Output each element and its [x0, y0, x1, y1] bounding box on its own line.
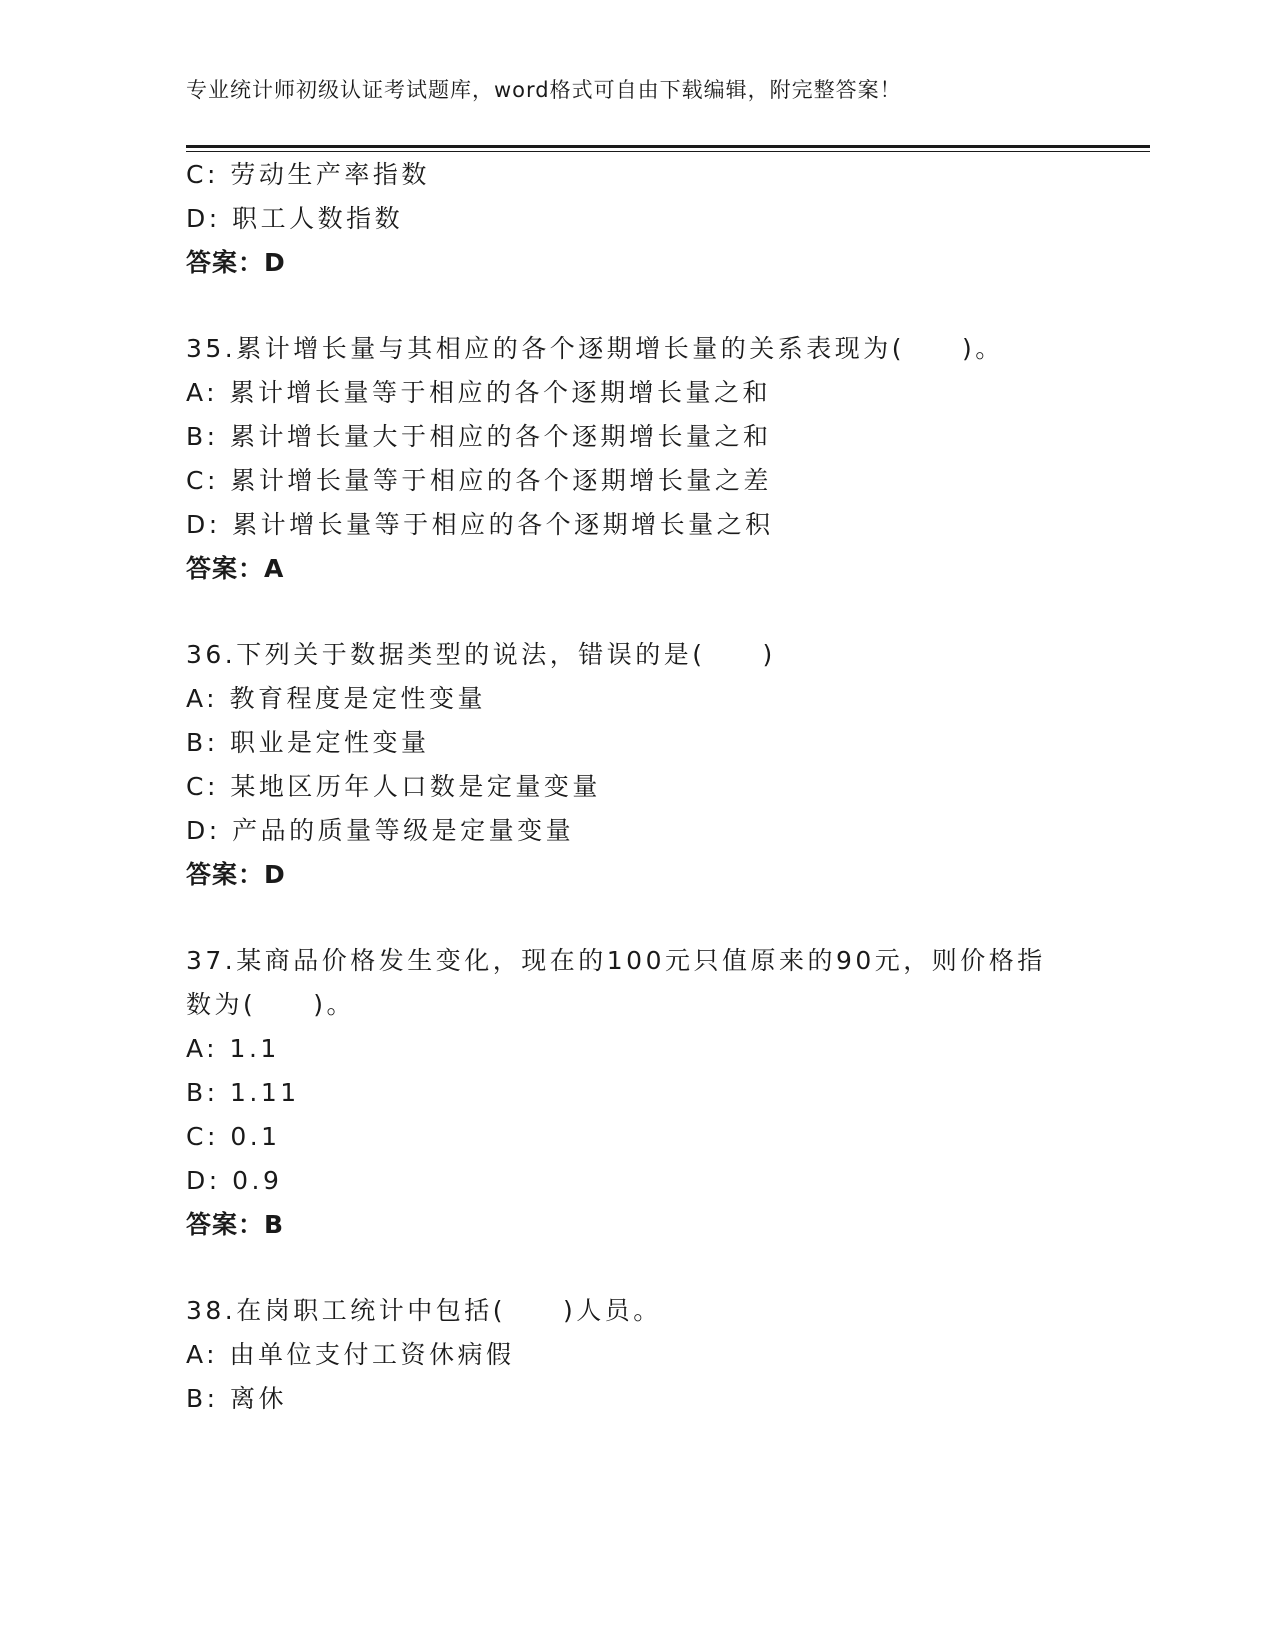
q34-option-c: C: 劳动生产率指数	[186, 160, 430, 189]
q38-option-b: B: 离休	[186, 1384, 288, 1413]
q36-option-b: B: 职业是定性变量	[186, 728, 430, 757]
header-rule-thin	[186, 151, 1150, 152]
page-header: 专业统计师初级认证考试题库，word格式可自由下载编辑，附完整答案！	[186, 78, 902, 102]
q35-option-b: B: 累计增长量大于相应的各个逐期增长量之和	[186, 422, 772, 451]
q34-option-d: D: 职工人数指数	[186, 204, 404, 233]
q35-question: 35.累计增长量与其相应的各个逐期增长量的关系表现为( )。	[186, 334, 1004, 363]
q36-answer: 答案：D	[186, 860, 286, 889]
q38-option-a: A: 由单位支付工资休病假	[186, 1340, 515, 1369]
q35-answer: 答案：A	[186, 554, 285, 583]
q37-question-line1: 37.某商品价格发生变化，现在的100元只值原来的90元，则价格指	[186, 946, 1046, 975]
q36-option-a: A: 教育程度是定性变量	[186, 684, 487, 713]
q37-option-c: C: 0.1	[186, 1122, 281, 1151]
header-rule-thick	[186, 145, 1150, 148]
q36-option-c: C: 某地区历年人口数是定量变量	[186, 772, 601, 801]
q37-option-b: B: 1.11	[186, 1078, 300, 1107]
q37-answer: 答案：B	[186, 1210, 285, 1239]
q38-question: 38.在岗职工统计中包括( )人员。	[186, 1296, 662, 1325]
q35-option-d: D: 累计增长量等于相应的各个逐期增长量之积	[186, 510, 774, 539]
q37-question-line2: 数为( )。	[186, 990, 356, 1019]
q37-option-d: D: 0.9	[186, 1166, 283, 1195]
q36-question: 36.下列关于数据类型的说法，错误的是( )	[186, 640, 776, 669]
q34-answer: 答案：D	[186, 248, 286, 277]
q35-option-a: A: 累计增长量等于相应的各个逐期增长量之和	[186, 378, 772, 407]
q35-option-c: C: 累计增长量等于相应的各个逐期增长量之差	[186, 466, 772, 495]
q37-option-a: A: 1.1	[186, 1034, 280, 1063]
q36-option-d: D: 产品的质量等级是定量变量	[186, 816, 575, 845]
